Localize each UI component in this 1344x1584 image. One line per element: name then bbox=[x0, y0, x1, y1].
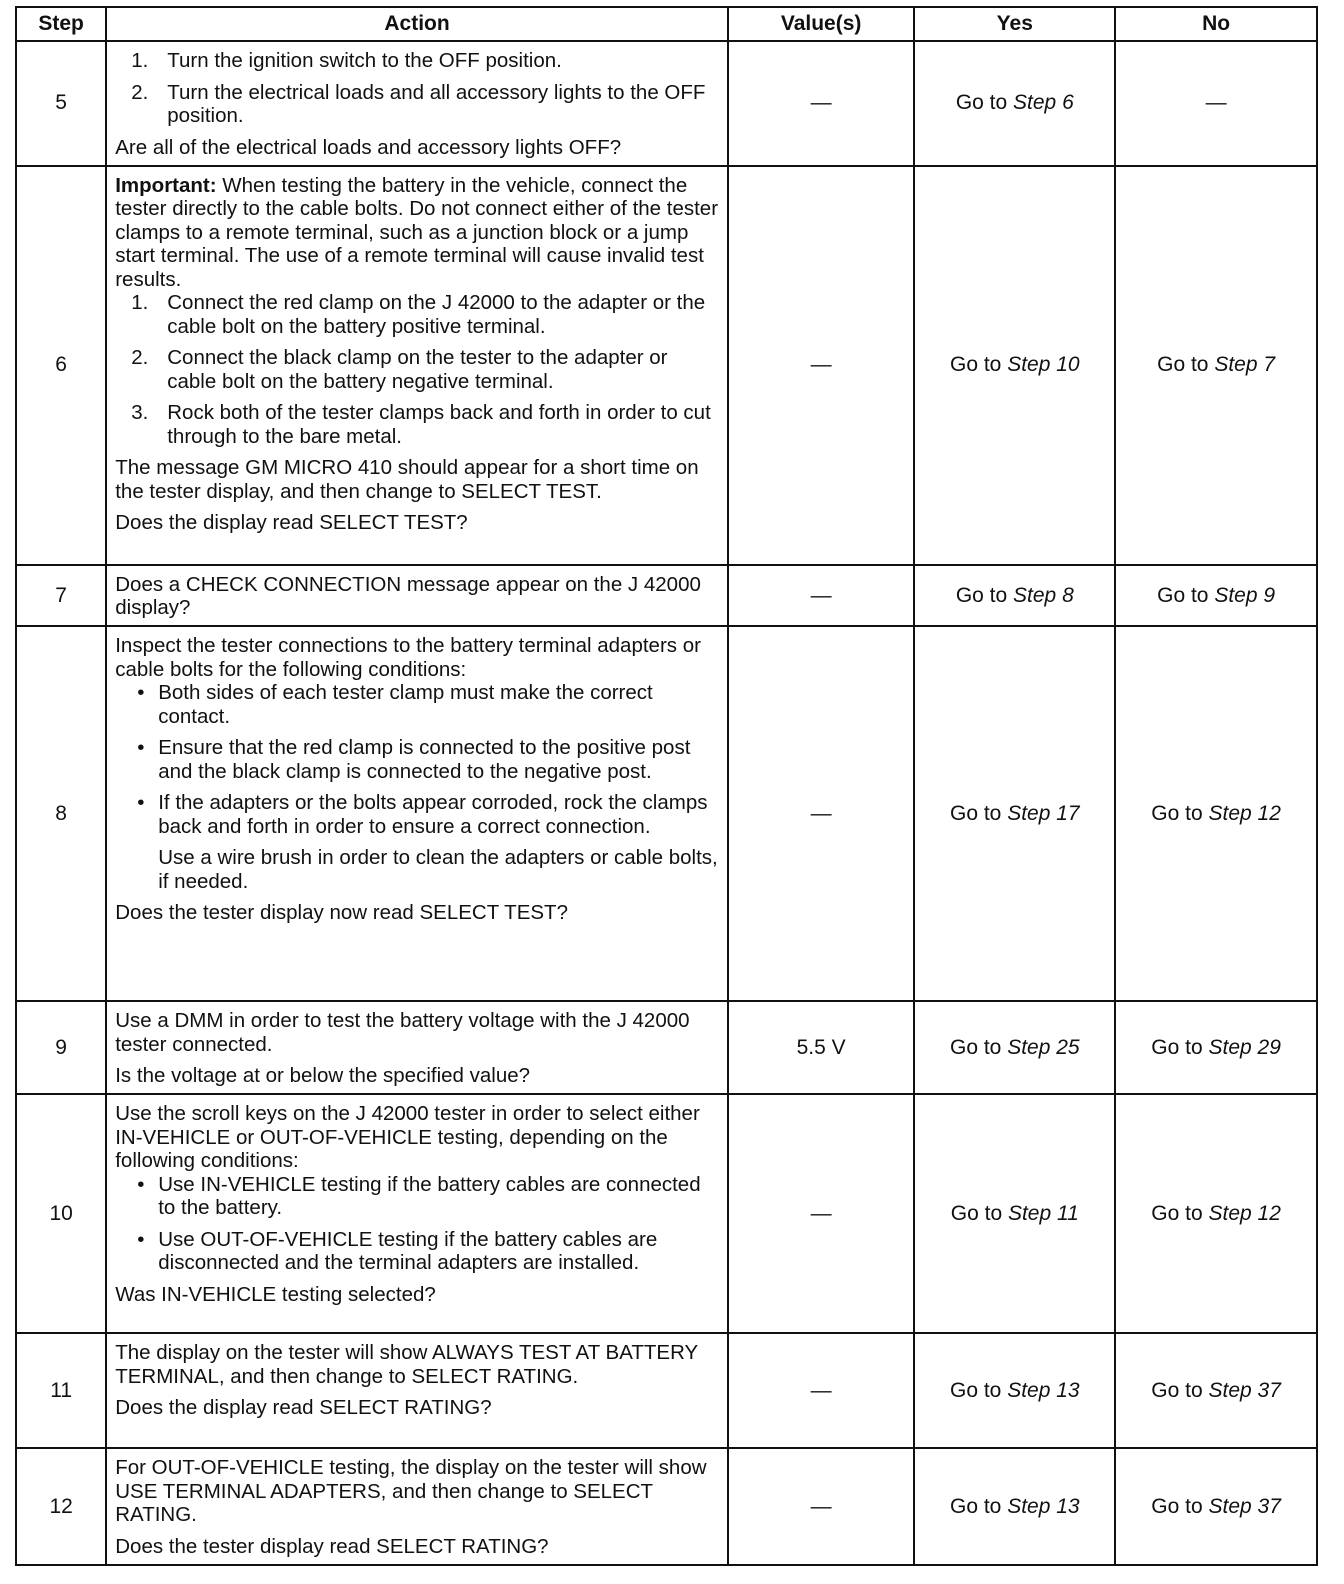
goto-prefix: Go to bbox=[949, 353, 1008, 377]
important-note bbox=[115, 174, 721, 292]
no-cell: — bbox=[1115, 41, 1317, 166]
step-reference: Step 8 bbox=[1013, 583, 1074, 607]
step-reference: Step 11 bbox=[1007, 1201, 1079, 1225]
goto-prefix: Go to bbox=[1151, 1201, 1209, 1225]
goto-prefix: Go to bbox=[949, 1035, 1008, 1059]
list-number: 2. bbox=[131, 346, 149, 370]
table-row bbox=[16, 1448, 1317, 1565]
goto-prefix: Go to bbox=[1157, 353, 1215, 377]
table-row bbox=[16, 1333, 1317, 1448]
yes-cell bbox=[914, 626, 1115, 1001]
goto-prefix: Go to bbox=[1157, 583, 1215, 607]
goto-prefix: Go to bbox=[950, 1201, 1008, 1225]
step-reference: Step 37 bbox=[1208, 1494, 1281, 1518]
yes-cell bbox=[914, 1448, 1115, 1565]
action-question: Does the tester display now read SELECT TEST? bbox=[115, 901, 568, 925]
table-row bbox=[16, 1094, 1317, 1333]
goto-prefix: Go to bbox=[1151, 1378, 1209, 1402]
step-number: 7 bbox=[16, 565, 106, 626]
goto-prefix: Go to bbox=[1151, 1494, 1209, 1518]
value-cell: — bbox=[728, 1448, 915, 1565]
list-item bbox=[115, 791, 721, 838]
list-item bbox=[115, 736, 721, 783]
step-reference: Step 29 bbox=[1208, 1035, 1281, 1059]
value-cell: 5.5 V bbox=[728, 1001, 915, 1094]
yes-cell bbox=[914, 565, 1115, 626]
step-reference: Step 13 bbox=[1007, 1378, 1080, 1402]
no-cell bbox=[1115, 626, 1317, 1001]
goto-prefix: Go to bbox=[949, 801, 1008, 825]
step-number: 5 bbox=[16, 41, 106, 166]
list-text: Turn the electrical loads and all accessory lights to the OFF position. bbox=[167, 80, 706, 127]
action-message: The message GM MICRO 410 should appear for a short time on the tester display, and then change to SELECT TEST. bbox=[115, 456, 699, 503]
action-question: Does a CHECK CONNECTION message appear on the J 42000 display? bbox=[115, 572, 701, 620]
diagnostic-table bbox=[15, 6, 1318, 1566]
list-item bbox=[115, 346, 721, 393]
action-intro: Use the scroll keys on the J 42000 tester in order to select either IN-VEHICLE or OUT-OF-VEHICLE testing, depending on the following conditions: bbox=[115, 1102, 700, 1173]
goto-prefix: Go to bbox=[949, 1378, 1008, 1402]
table-row bbox=[16, 565, 1317, 626]
action-question: Does the display read SELECT TEST? bbox=[115, 511, 468, 535]
step-reference: Step 6 bbox=[1013, 91, 1074, 115]
bullet-icon: • bbox=[137, 736, 145, 760]
list-item bbox=[115, 681, 721, 728]
value-cell: — bbox=[728, 1333, 915, 1448]
no-cell bbox=[1115, 565, 1317, 626]
no-cell bbox=[1115, 1448, 1317, 1565]
list-item bbox=[115, 49, 721, 73]
step-number: 11 bbox=[16, 1333, 106, 1448]
bullet-icon: • bbox=[137, 1227, 145, 1251]
list-number: 1. bbox=[131, 49, 149, 72]
bullet-icon: • bbox=[137, 1172, 145, 1196]
table-row bbox=[16, 1001, 1317, 1094]
action-question: Are all of the electrical loads and accessory lights OFF? bbox=[115, 135, 622, 159]
yes-cell bbox=[914, 1333, 1115, 1448]
bullet-icon: • bbox=[137, 791, 145, 815]
action-list bbox=[115, 291, 721, 448]
goto-prefix: Go to bbox=[1151, 1035, 1209, 1059]
step-reference: Step 9 bbox=[1214, 583, 1276, 607]
header-yes: Yes bbox=[914, 7, 1115, 41]
action-cell bbox=[106, 1001, 728, 1094]
step-number: 8 bbox=[16, 626, 106, 1001]
action-list bbox=[115, 49, 721, 128]
goto-prefix: Go to bbox=[1151, 801, 1209, 825]
header-row bbox=[16, 7, 1317, 41]
action-cell bbox=[106, 1094, 728, 1333]
goto-prefix: Go to bbox=[949, 1494, 1008, 1518]
list-text: If the adapters or the bolts appear corroded, rock the clamps back and forth in order to ensure a correct connection. bbox=[158, 791, 708, 838]
action-cell bbox=[106, 1333, 728, 1448]
list-item bbox=[115, 401, 721, 448]
table-row bbox=[16, 41, 1317, 166]
no-cell bbox=[1115, 1094, 1317, 1333]
goto-prefix: Go to bbox=[955, 91, 1014, 115]
value-cell: — bbox=[728, 166, 915, 565]
step-reference: Step 25 bbox=[1007, 1035, 1080, 1059]
list-number: 3. bbox=[131, 401, 149, 425]
action-cell bbox=[106, 166, 728, 565]
list-text: Both sides of each tester clamp must make the correct contact. bbox=[158, 681, 653, 728]
action-intro: Use a DMM in order to test the battery voltage with the J 42000 tester connected. bbox=[115, 1009, 690, 1056]
value-cell: — bbox=[728, 565, 915, 626]
step-reference: Step 10 bbox=[1007, 353, 1080, 377]
list-text: Connect the red clamp on the J 42000 to the adapter or the cable bolt on the battery positive terminal. bbox=[167, 291, 706, 338]
list-text: Ensure that the red clamp is connected to the positive post and the black clamp is connected to the negative post. bbox=[158, 736, 691, 783]
action-subnote: Use a wire brush in order to clean the adapters or cable bolts, if needed. bbox=[158, 846, 718, 893]
list-number: 2. bbox=[131, 80, 149, 104]
no-cell bbox=[1115, 1001, 1317, 1094]
no-cell bbox=[1115, 1333, 1317, 1448]
list-text: Use OUT-OF-VEHICLE testing if the battery cables are disconnected and the terminal adapters are installed. bbox=[158, 1227, 658, 1275]
list-item bbox=[115, 1228, 721, 1275]
yes-cell bbox=[914, 41, 1115, 166]
step-number: 9 bbox=[16, 1001, 106, 1094]
header-no: No bbox=[1115, 7, 1317, 41]
header-values: Value(s) bbox=[728, 7, 915, 41]
action-cell bbox=[106, 626, 728, 1001]
step-reference: Step 12 bbox=[1208, 801, 1281, 825]
header-action: Action bbox=[106, 7, 728, 41]
list-number: 1. bbox=[131, 291, 149, 315]
condition-list bbox=[115, 681, 721, 838]
list-item bbox=[115, 81, 721, 128]
no-cell bbox=[1115, 166, 1317, 565]
list-text: Turn the ignition switch to the OFF position. bbox=[167, 49, 562, 72]
list-item bbox=[115, 291, 721, 338]
yes-cell bbox=[914, 166, 1115, 565]
important-label: Important: bbox=[115, 173, 217, 197]
action-intro: Inspect the tester connections to the battery terminal adapters or cable bolts for the following conditions: bbox=[115, 634, 701, 681]
condition-list bbox=[115, 1173, 721, 1275]
header-step: Step bbox=[16, 7, 106, 41]
list-item bbox=[115, 1173, 721, 1220]
list-text: Use IN-VEHICLE testing if the battery cables are connected to the battery. bbox=[158, 1172, 701, 1220]
step-reference: Step 17 bbox=[1007, 801, 1080, 825]
value-cell: — bbox=[728, 41, 915, 166]
list-text: Rock both of the tester clamps back and forth in order to cut through to the bare metal. bbox=[167, 401, 711, 448]
goto-prefix: Go to bbox=[955, 583, 1014, 607]
list-text: Connect the black clamp on the tester to the adapter or cable bolt on the battery negative terminal. bbox=[167, 346, 668, 393]
value-cell: — bbox=[728, 1094, 915, 1333]
action-question: Does the tester display read SELECT RATING? bbox=[115, 1534, 549, 1558]
yes-cell bbox=[914, 1094, 1115, 1333]
yes-cell bbox=[914, 1001, 1115, 1094]
action-question: Is the voltage at or below the specified value? bbox=[115, 1064, 531, 1088]
action-intro: For OUT-OF-VEHICLE testing, the display on the tester will show USE TERMINAL ADAPTERS, and then change to SELECT RATING. bbox=[115, 1456, 707, 1527]
action-question: Does the display read SELECT RATING? bbox=[115, 1396, 492, 1420]
step-number: 12 bbox=[16, 1448, 106, 1565]
step-reference: Step 12 bbox=[1208, 1201, 1281, 1225]
action-cell bbox=[106, 565, 728, 626]
step-number: 6 bbox=[16, 166, 106, 565]
action-cell bbox=[106, 41, 728, 166]
step-reference: Step 37 bbox=[1208, 1378, 1281, 1402]
step-number: 10 bbox=[16, 1094, 106, 1333]
action-cell bbox=[106, 1448, 728, 1565]
table-row bbox=[16, 626, 1317, 1001]
step-reference: Step 13 bbox=[1007, 1494, 1080, 1518]
step-reference: Step 7 bbox=[1214, 353, 1276, 377]
action-intro: The display on the tester will show ALWAYS TEST AT BATTERY TERMINAL, and then change to SELECT RATING. bbox=[115, 1341, 698, 1388]
table-row bbox=[16, 166, 1317, 565]
bullet-icon: • bbox=[137, 681, 145, 705]
action-question: Was IN-VEHICLE testing selected? bbox=[115, 1282, 436, 1306]
value-cell: — bbox=[728, 626, 915, 1001]
important-text: When testing the battery in the vehicle, connect the tester directly to the cable bolts. Do not connect either of the tester clamps to a remote terminal, such as a junction block or a jump start terminal. The use of a remote terminal will cause invalid test results. bbox=[115, 173, 719, 291]
